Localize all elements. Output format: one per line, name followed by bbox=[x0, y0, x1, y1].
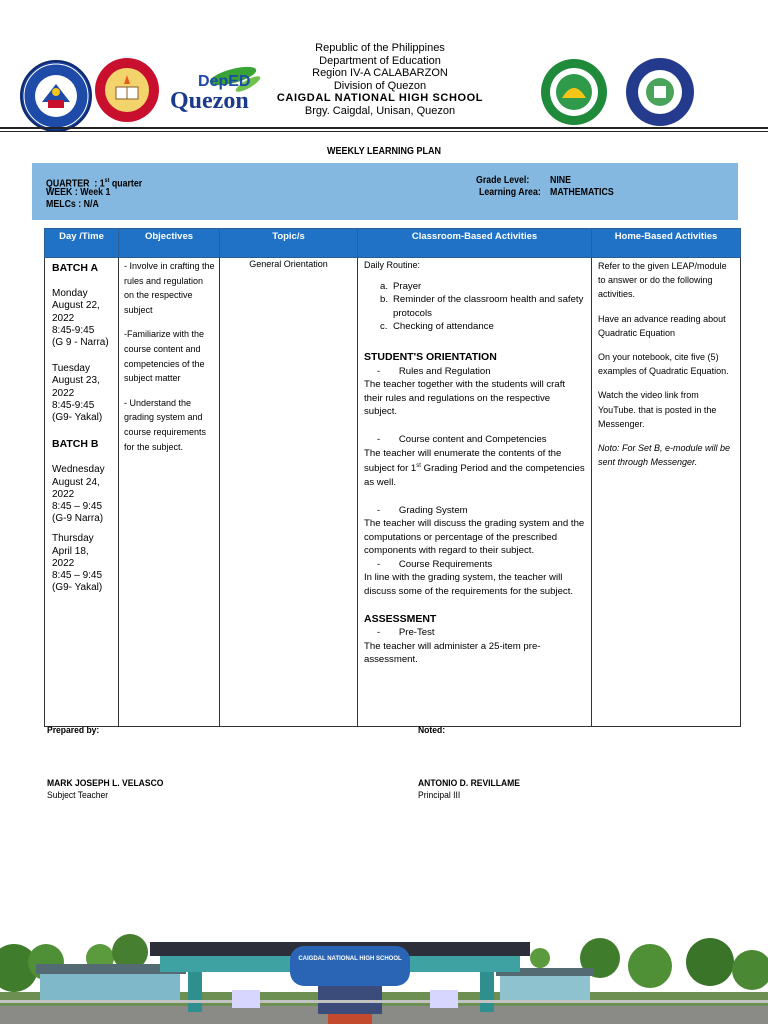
col-header-day-time: Day /Time bbox=[45, 229, 119, 258]
letterhead bbox=[230, 42, 530, 118]
schedule-entry bbox=[52, 363, 118, 424]
school-photo bbox=[0, 918, 768, 1024]
learning-area-value: MATHEMATICS bbox=[550, 187, 614, 198]
schedule-section: (G-9 Narra) bbox=[52, 513, 104, 525]
header-divider-thin bbox=[0, 131, 768, 132]
item-label: - Grading System bbox=[377, 504, 468, 516]
table-header-row bbox=[45, 229, 741, 258]
schedule-time: 8:45-9:45 bbox=[52, 324, 95, 336]
routine-item: Checking of attendance bbox=[393, 321, 494, 333]
home-item: Watch the video link from YouTube. that is posted in the Messenger. bbox=[598, 390, 717, 429]
schedule-time: 8:45-9:45 bbox=[52, 399, 95, 411]
principal-name: ANTONIO D. REVILLAME bbox=[418, 778, 520, 789]
schedule-section: (G9- Yakal) bbox=[52, 582, 103, 594]
grade-level-value: NINE bbox=[550, 175, 572, 186]
routine-list: a. Prayer b. Reminder of the classroom health and safety protocols c. Checking of attendance bbox=[380, 280, 584, 333]
objective-item: -Familiarize with the course content and competencies of the subject matter bbox=[124, 329, 205, 384]
topic-cell bbox=[220, 258, 358, 727]
home-item: Refer to the given LEAP/module to answer or do the following activities. bbox=[598, 261, 727, 300]
teacher-name: MARK JOSEPH L. VELASCO bbox=[47, 778, 164, 789]
item-label-text: Grading System bbox=[398, 504, 468, 516]
noted-label: Noted: bbox=[418, 725, 446, 736]
table-row bbox=[45, 258, 741, 727]
schedule-date: August 24, bbox=[52, 476, 100, 488]
schedule-day: Wednesday bbox=[52, 464, 105, 476]
schedule-entry bbox=[52, 288, 118, 349]
col-header-home: Home-Based Activities bbox=[592, 229, 741, 258]
week-field: WEEK : Week 1 bbox=[46, 187, 111, 198]
item-label-text: Rules and Regulation bbox=[398, 365, 491, 377]
learning-area-label: Learning Area: bbox=[479, 187, 541, 198]
prepared-by-label: Prepared by: bbox=[47, 725, 100, 736]
home-note: Noto: For Set B, e-module will be sent through Messenger. bbox=[598, 443, 731, 468]
schedule-time: 8:45 – 9:45 bbox=[52, 570, 103, 582]
header-line: Republic of the Philippines bbox=[315, 42, 445, 54]
assessment-heading: ASSESSMENT bbox=[364, 612, 437, 625]
item-text: The teacher will enumerate the contents of the subject for 1st Grading Period and the competencies as well. bbox=[364, 447, 585, 488]
svg-text:DepED: DepED bbox=[198, 73, 251, 90]
topic-text: General Orientation bbox=[249, 259, 328, 269]
home-item: Have an advance reading about Quadratic Equation bbox=[598, 313, 726, 338]
grade-level-label: Grade Level: bbox=[476, 175, 530, 186]
batch-a-label: BATCH A bbox=[52, 262, 99, 274]
day-time-cell bbox=[45, 258, 119, 727]
item-text: In line with the grading system, the teacher will discuss some of the requirements for the subject. bbox=[364, 572, 574, 598]
schedule-entry bbox=[52, 533, 118, 594]
school-address: Brgy. Caigdal, Unisan, Quezon bbox=[304, 104, 456, 117]
objective-item: - Understand the grading system and course requirements for the subject. bbox=[124, 397, 207, 452]
routine-item: Prayer bbox=[393, 280, 422, 292]
batch-b-label: BATCH B bbox=[52, 438, 99, 451]
routine-item: Reminder of the classroom health and safety protocols bbox=[393, 294, 584, 319]
col-header-objectives: Objectives bbox=[119, 229, 220, 258]
item-text: The teacher will discuss the grading system and the computations or percentage of the prescribed components with regard to their subject. bbox=[364, 518, 585, 557]
item-label: - Rules and Regulation bbox=[377, 365, 491, 377]
melcs-field: MELCs : N/A bbox=[46, 199, 99, 210]
schedule-year: 2022 bbox=[52, 387, 75, 399]
item-label: - Course content and Competencies bbox=[377, 433, 547, 445]
schedule-entry bbox=[52, 464, 118, 525]
schedule-year: 2022 bbox=[52, 557, 75, 569]
schedule-section: (G9- Yakal) bbox=[52, 412, 103, 424]
classroom-cell bbox=[358, 258, 592, 727]
svg-text:CAIGDAL NATIONAL HIGH SCHOOL: CAIGDAL NATIONAL HIGH SCHOOL bbox=[298, 956, 402, 962]
home-item: On your notebook, cite five (5) examples of Quadratic Equation. bbox=[598, 352, 729, 377]
svg-text:Quezon: Quezon bbox=[170, 88, 249, 114]
item-label: - Course Requirements bbox=[377, 558, 493, 570]
schedule-year: 2022 bbox=[52, 488, 75, 500]
schedule-day: Thursday bbox=[52, 533, 94, 545]
item-label-text: Course Requirements bbox=[398, 558, 493, 570]
learning-plan-table bbox=[44, 228, 741, 727]
schedule-year: 2022 bbox=[52, 312, 75, 324]
quarter-field: QUARTER : 1st quarter bbox=[46, 178, 143, 190]
item-label-text: Pre-Test bbox=[398, 627, 435, 639]
home-cell bbox=[592, 258, 741, 727]
orientation-heading: STUDENT'S ORIENTATION bbox=[364, 350, 497, 363]
deped-seal-icon bbox=[20, 60, 92, 132]
item-label-text: Course content and Competencies bbox=[398, 433, 547, 445]
unisan-seal-icon bbox=[540, 58, 608, 126]
schedule-date: April 18, bbox=[52, 545, 89, 557]
schedule-date: August 23, bbox=[52, 375, 100, 387]
objectives-cell bbox=[119, 258, 220, 727]
item-text: The teacher together with the students will craft their rules and regulations on the respective subject. bbox=[364, 379, 566, 418]
header-line: Department of Education bbox=[319, 54, 441, 67]
item-text: The teacher will administer a 25-item pre-assessment. bbox=[364, 640, 541, 666]
principal-role: Principal III bbox=[418, 790, 461, 801]
info-band bbox=[32, 163, 738, 220]
teacher-role: Subject Teacher bbox=[47, 790, 109, 801]
header-line: Region IV-A CALABARZON bbox=[312, 67, 448, 80]
item-label: - Pre-Test bbox=[377, 627, 435, 639]
schedule-day: Monday bbox=[52, 288, 88, 300]
caigdal-nhs-seal-icon bbox=[625, 57, 695, 127]
routine-label: Daily Routine: bbox=[364, 260, 421, 270]
col-header-classroom: Classroom-Based Activities bbox=[358, 229, 592, 258]
schedule-date: August 22, bbox=[52, 300, 100, 312]
schedule-day: Tuesday bbox=[52, 363, 90, 375]
page-title: WEEKLY LEARNING PLAN bbox=[326, 146, 442, 157]
header-line: Division of Quezon bbox=[333, 79, 427, 92]
region-seal-icon bbox=[94, 57, 160, 123]
school-name: CAIGDAL NATIONAL HIGH SCHOOL bbox=[276, 92, 484, 105]
schedule-time: 8:45 – 9:45 bbox=[52, 501, 103, 513]
objective-item: - Involve in crafting the rules and regulation on the respective subject bbox=[124, 261, 215, 315]
schedule-section: (G 9 - Narra) bbox=[52, 337, 109, 349]
col-header-topics: Topic/s bbox=[220, 229, 358, 258]
header-divider bbox=[0, 127, 768, 129]
